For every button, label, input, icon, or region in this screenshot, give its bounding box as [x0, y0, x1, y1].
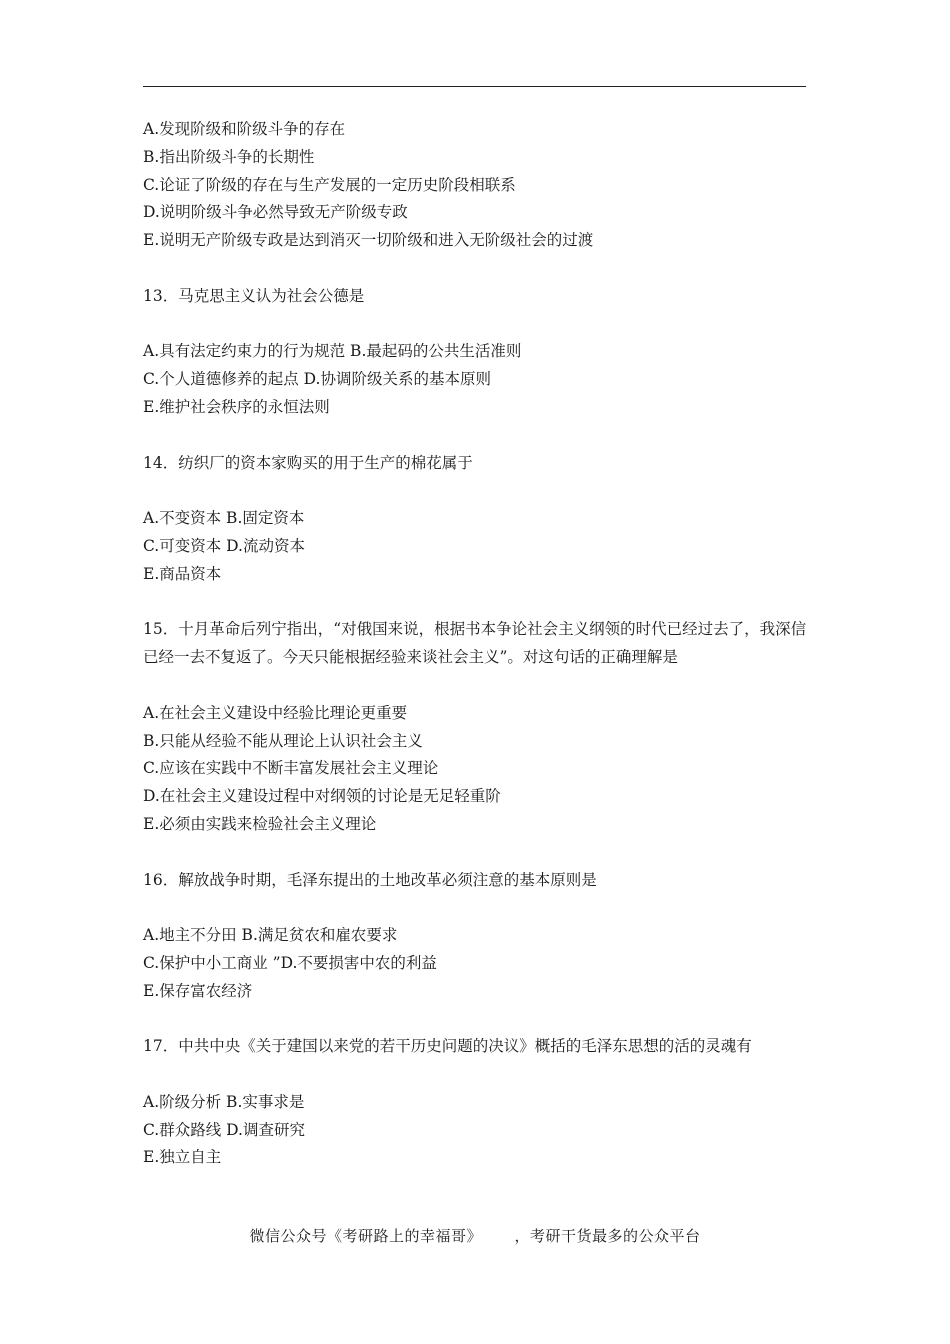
option-line: E.维护社会秩序的永恒法则	[143, 397, 330, 416]
option-line: E.必须由实践来检验社会主义理论	[143, 814, 377, 833]
option-line: A.不变资本 B.固定资本	[143, 509, 305, 528]
question-options	[143, 700, 809, 839]
option-line: C.应该在实践中不断丰富发展社会主义理论	[143, 759, 439, 778]
question-15	[143, 616, 809, 838]
option-line: A.具有法定约束力的行为规范 B.最起码的公共生活准则	[143, 342, 522, 361]
question-options	[143, 505, 809, 588]
option-line: E.说明无产阶级专政是达到消灭一切阶级和进入无阶级社会的过渡	[143, 231, 594, 250]
footer-slogan: ，考研干货最多的公众平台	[514, 1227, 701, 1245]
page-footer	[0, 1225, 950, 1246]
question-text: 16．解放战争时期，毛泽东提出的土地改革必须注意的基本原则是	[143, 870, 597, 889]
option-line: C.可变资本 D.流动资本	[143, 536, 305, 555]
option-line: C.群众路线 D.调查研究	[143, 1120, 305, 1139]
question-16	[143, 867, 809, 1006]
option-line: C.个人道德修养的起点 D.协调阶级关系的基本原则	[143, 370, 491, 389]
option-line: D.说明阶级斗争必然导致无产阶级专政	[143, 203, 408, 222]
option-line: A.在社会主义建设中经验比理论更重要	[143, 703, 408, 722]
intro-options	[143, 116, 809, 255]
question-text: 13．马克思主义认为社会公德是	[143, 286, 365, 305]
document-body	[143, 116, 809, 1172]
question-options	[143, 338, 809, 421]
question-options	[143, 1089, 809, 1172]
option-line: E.商品资本	[143, 564, 222, 583]
option-line: A.地主不分田 B.满足贫农和雇农要求	[143, 926, 398, 945]
question-text: 15．十月革命后列宁指出，“对俄国来说，根据书本争论社会主义纲领的时代已经过去了，我深信已经一去不复返了。今天只能根据经验来谈社会主义”。对这句话的正确理解是	[143, 620, 807, 667]
question-text: 14．纺织厂的资本家购买的用于生产的棉花属于	[143, 453, 473, 472]
question-17	[143, 1033, 809, 1172]
footer-account: 微信公众号《考研路上的幸福哥》	[249, 1227, 475, 1245]
option-line: A.发现阶级和阶级斗争的存在	[143, 120, 346, 138]
option-line: C.论证了阶级的存在与生产发展的一定历史阶段相联系	[143, 175, 516, 194]
option-line: B.指出阶级斗争的长期性	[143, 147, 315, 166]
question-13	[143, 283, 809, 422]
option-line: E.保存富农经济	[143, 981, 253, 1000]
option-line: D.在社会主义建设过程中对纲领的讨论是无足轻重阶	[143, 787, 501, 806]
header-rule	[143, 86, 806, 87]
question-text: 17．中共中央《关于建国以来党的若干历史问题的决议》概括的毛泽东思想的活的灵魂有	[143, 1037, 752, 1056]
question-14	[143, 450, 809, 589]
question-options	[143, 922, 809, 1005]
option-line: C.保护中小工商业 ”D.不要损害中农的利益	[143, 953, 437, 972]
option-line: B.只能从经验不能从理论上认识社会主义	[143, 731, 423, 750]
option-line: E.独立自主	[143, 1148, 222, 1167]
option-line: A.阶级分析 B.实事求是	[143, 1092, 305, 1111]
